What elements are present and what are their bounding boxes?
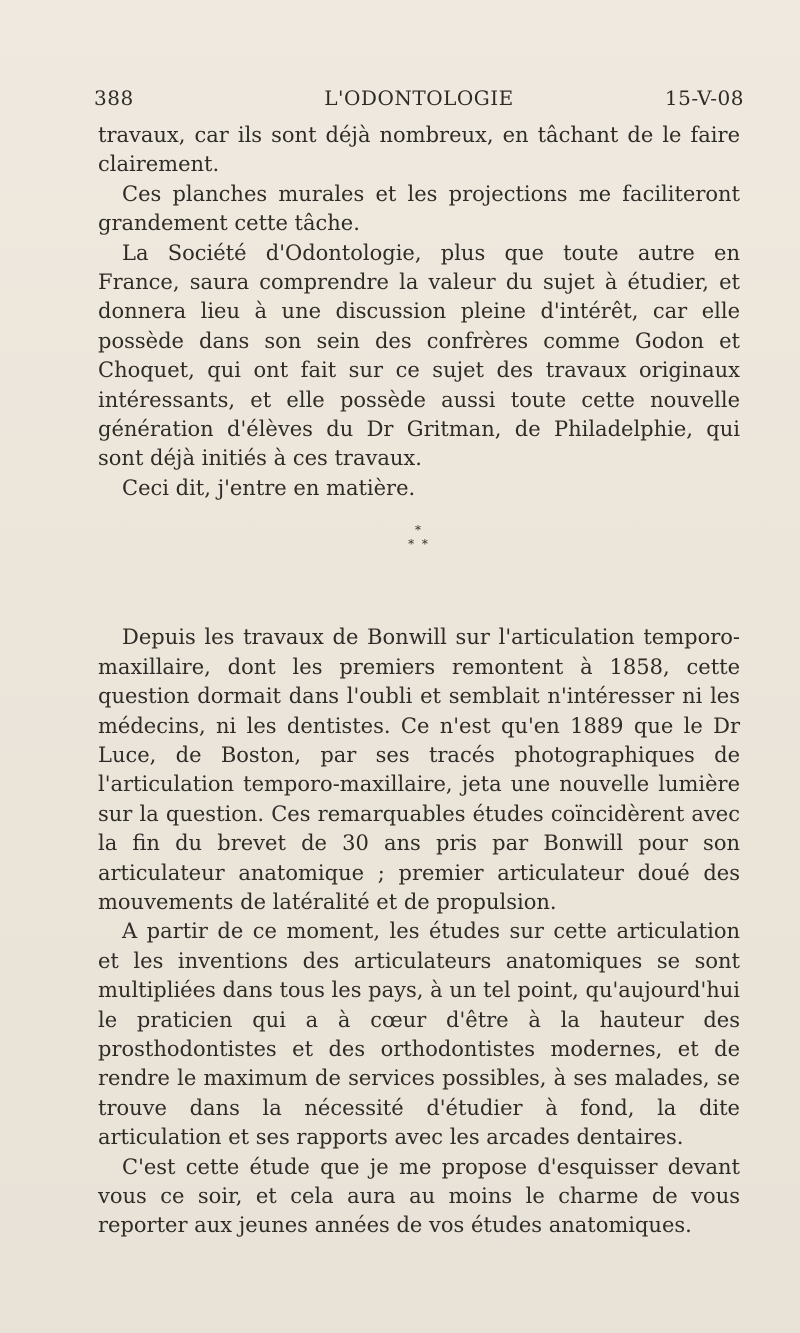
- asterism-top: *: [415, 523, 423, 538]
- paragraph-3: La Société d'Odontologie, plus que toute autre en France, saura comprendre la valeur du sujet à étudier, et donnera lieu à une discussion pleine d'intérêt, car elle possède dans son sein des confrères comme Godon et Choquet, qui ont fait sur ce sujet des travaux originaux intéressants, et elle possède aussi toute cette nouvelle génération d'élèves du Dr Gritman, de Philadelphie, qui sont déjà initiés à ces travaux.: [98, 240, 740, 471]
- paragraph-4: Ceci dit, j'entre en matière.: [122, 475, 416, 500]
- paragraph-2: Ces planches murales et les projections me faciliteront grandement cette tâche.: [98, 181, 740, 236]
- page-number: 388: [94, 86, 134, 110]
- page-header: [94, 86, 744, 116]
- paragraph-6: A partir de ce moment, les études sur cette articulation et les inventions des articulateurs anatomiques se sont multipliées dans tous les pays, à un tel point, qu'aujourd'hui le praticien qui a à cœur d'être à la hauteur des prosthodontistes et des orthodontistes modernes, et de rendre le maximum de services possibles, à ses malades, se trouve dans la nécessité d'étudier à fond, la dite articulation et ses rapports avec les arcades dentaires.: [98, 919, 740, 1150]
- issue-date: 15-V-08: [664, 86, 744, 110]
- asterism-bottom: * *: [408, 537, 430, 552]
- section-separator: [98, 503, 740, 623]
- paragraph-1: travaux, car ils sont déjà nombreux, en tâchant de le faire clairement.: [98, 123, 740, 177]
- paragraph-7: C'est cette étude que je me propose d'esquisser devant vous ce soir, et cela aura au moins le charme de vous reporter aux jeunes années de vos études anatomiques.: [98, 1154, 740, 1238]
- page-body: [98, 121, 740, 1241]
- running-title: L'ODONTOLOGIE: [324, 86, 514, 110]
- asterism: [98, 523, 740, 551]
- paragraph-5: Depuis les travaux de Bonwill sur l'articulation temporo-maxillaire, dont les premiers remontent à 1858, cette question dormait dans l'oubli et semblait n'intéresser ni les médecins, ni les dentistes. Ce n'est qu'en 1889 que le Dr Luce, de Boston, par ses tracés photographiques de l'articulation temporo-maxillaire, jeta une nouvelle lumière sur la question. Ces remarquables études coïncidèrent avec la fin du brevet de 30 ans pris par Bonwill pour son articulateur anatomique ; premier articulateur doué des mouvements de latéralité et de propulsion.: [98, 625, 740, 914]
